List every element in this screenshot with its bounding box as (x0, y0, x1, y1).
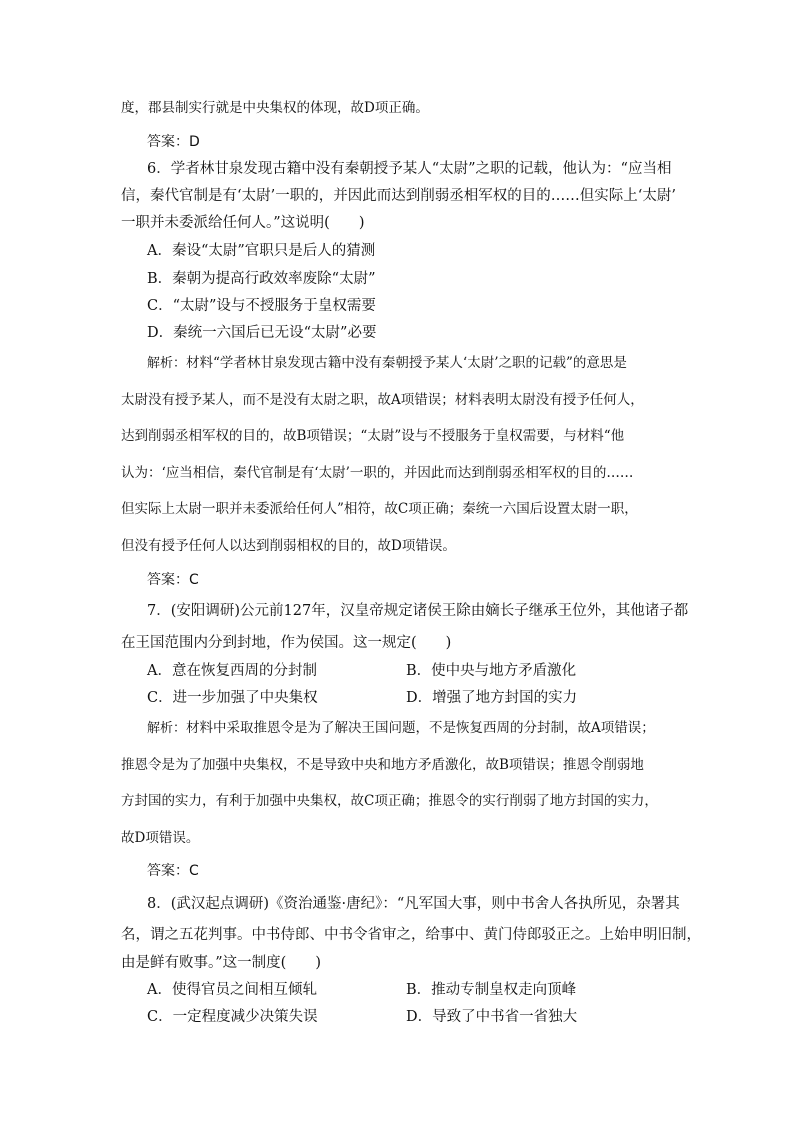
explanation-label: 解析： (147, 721, 187, 736)
question-8-option-b: B．推动专制皇权走向顶峰 (406, 982, 577, 998)
question-8-line-2: 名，谓之五花判事。中书侍郎、中书令省审之，给事中、黄门侍郎驳正之。上始申明旧制， (121, 927, 701, 943)
question-7-line-2: 在王国范围内分到封地，作为侯国。这一规定( ) (121, 635, 452, 651)
explanation-7-line-2: 推恩令是为了加强中央集权，不是导致中央和地方矛盾激化，故B项错误；推恩令削弱地 (121, 757, 644, 773)
question-6-line-2: 信，秦代官制是有‘太尉’一职的，并因此而达到削弱丞相军权的目的……但实际上‘太尉’ (121, 188, 676, 204)
question-8-option-a: A．使得官员之间相互倾轧 (147, 982, 317, 998)
explanation-6-line-1 (147, 354, 707, 373)
question-6-option-c: C．“太尉”设与不授服务于皇权需要 (147, 298, 376, 314)
question-8-option-c: C．一定程度减少决策失误 (147, 1009, 318, 1025)
explanation-label: 解析： (147, 356, 187, 371)
explanation-7-line-1 (147, 719, 707, 738)
explanation-5-tail: 度，郡县制实行就是中央集权的体现，故D项正确。 (121, 100, 429, 116)
question-6-option-b: B．秦朝为提高行政效率废除“太尉” (147, 271, 376, 287)
explanation-text: 材料中采取推恩令是为了解决王国问题，不是恢复西周的分封制，故A项错误； (186, 720, 655, 736)
question-8-line-3: 由是鲜有败事。”这一制度( ) (121, 955, 321, 971)
explanation-7-line-3: 方封国的实力，有利于加强中央集权，故C项正确；推恩令的实行削弱了地方封国的实力， (121, 793, 658, 809)
explanation-text: 材料“学者林甘泉发现古籍中没有秦朝授予某人‘太尉’之职的记载”的意思是 (186, 355, 627, 371)
question-8-line-1: 8．(武汉起点调研)《资治通鉴·唐纪》：“凡军国大事，则中书舍人各执所见，杂署其 (147, 896, 680, 912)
question-7-option-b: B．使中央与地方矛盾激化 (406, 663, 577, 679)
answer-6: 答案：C (147, 572, 199, 588)
answer-5: 答案：D (147, 134, 200, 150)
answer-7: 答案：C (147, 863, 199, 879)
explanation-6-line-6: 但没有授予任何人以达到削弱相权的目的，故D项错误。 (121, 538, 456, 554)
question-7-line-1: 7．(安阳调研)公元前127年，汉皇帝规定诸侯王除由嫡长子继承王位外，其他诸子都 (147, 603, 689, 619)
question-6-option-a: A．秦设“太尉”官职只是后人的猜测 (147, 243, 376, 259)
explanation-7-line-4: 故D项错误。 (121, 830, 200, 846)
question-6-line-3: 一职并未委派给任何人。”这说明( ) (121, 215, 365, 231)
question-6-line-1: 6．学者林甘泉发现古籍中没有秦朝授予某人“太尉”之职的记载，他认为：“应当相 (147, 161, 672, 177)
explanation-6-line-2: 太尉没有授予某人，而不是没有太尉之职，故A项错误；材料表明太尉没有授予任何人， (121, 392, 644, 408)
question-8-option-d: D．导致了中书省一省独大 (406, 1009, 578, 1025)
question-7-option-c: C．进一步加强了中央集权 (147, 690, 318, 706)
question-7-option-a: A．意在恢复西周的分封制 (147, 663, 317, 679)
question-7-option-d: D．增强了地方封国的实力 (406, 690, 578, 706)
question-6-option-d: D．秦统一六国后已无设“太尉”必要 (147, 325, 377, 341)
explanation-6-line-4: 认为：‘应当相信，秦代官制是有‘太尉’一职的，并因此而达到削弱丞相军权的目的…… (121, 465, 634, 481)
explanation-6-line-3: 达到削弱丞相军权的目的，故B项错误；“太尉”设与不授服务于皇权需要，与材料“他 (121, 428, 625, 444)
explanation-6-line-5: 但实际上太尉一职并未委派给任何人”相符，故C项正确；秦统一六国后设置太尉一职， (121, 501, 638, 517)
